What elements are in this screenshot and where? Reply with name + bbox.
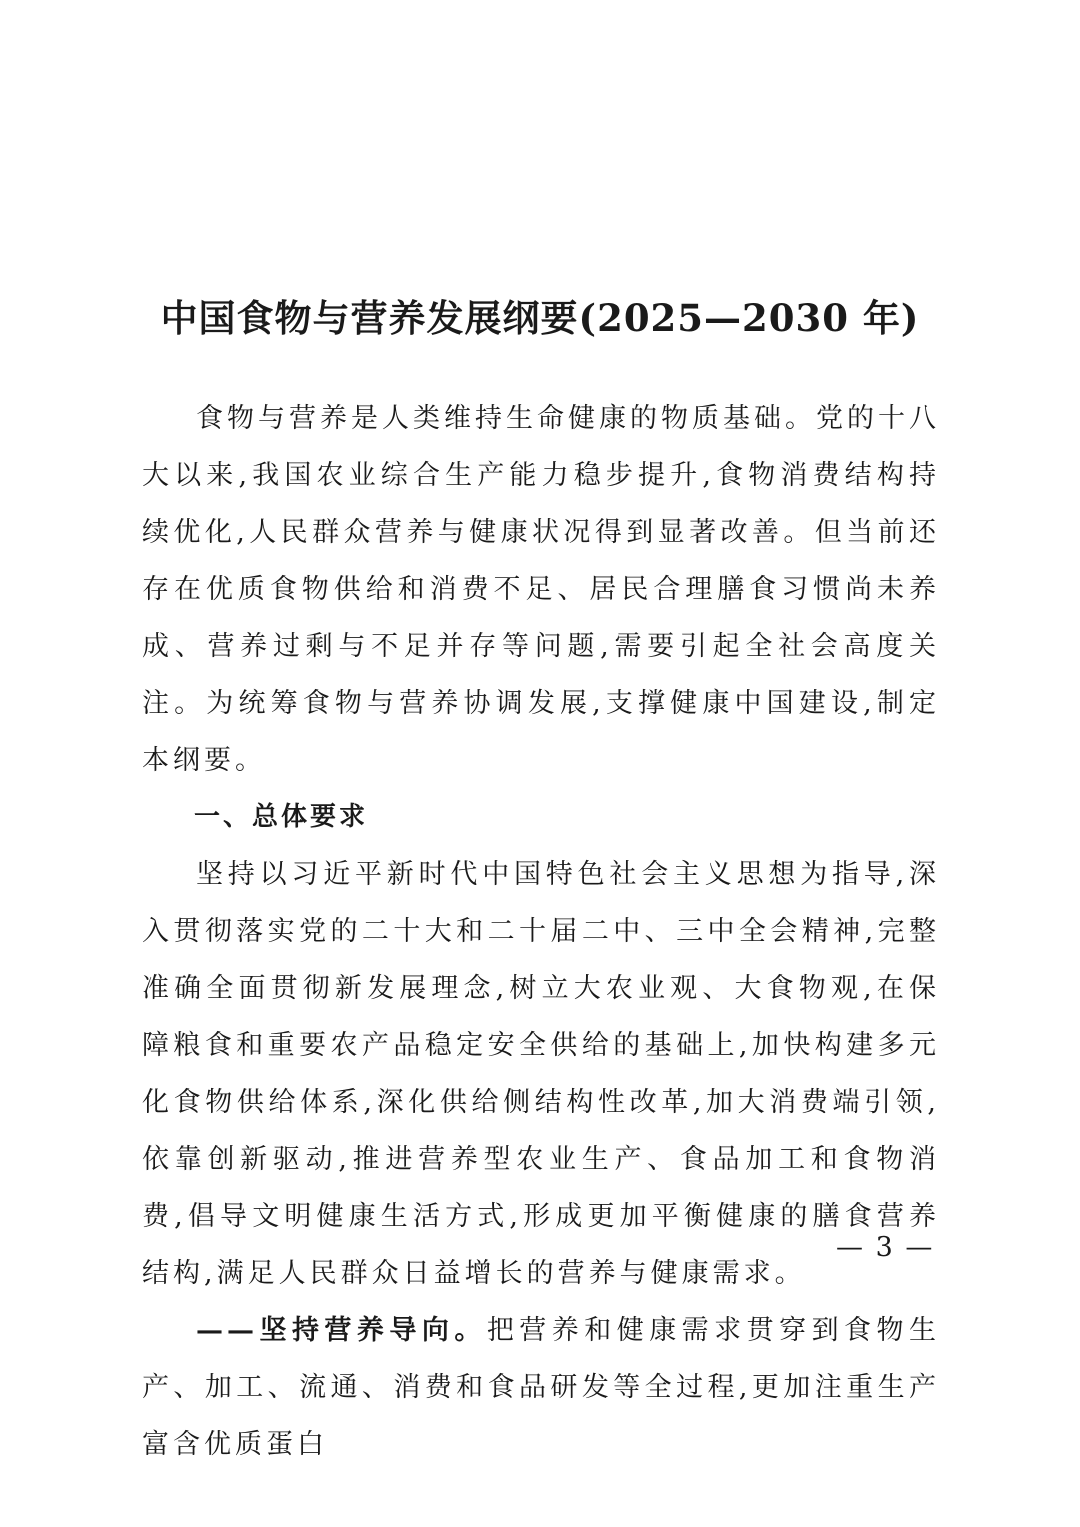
- principle-lead: ——坚持营养导向。: [196, 1315, 487, 1346]
- page-number: — 3 —: [836, 1232, 935, 1263]
- section-heading: 一、总体要求: [194, 802, 369, 832]
- section-paragraph: 坚持以习近平新时代中国特色社会主义思想为指导,深入贯彻落实党的二十大和二十届二中、三中全会精神,完整准确全面贯彻新发展理念,树立大农业观、大食物观,在保障粮食和重要农产品稳定安全供给的基础上,加快构建多元化食物供给体系,深化供给侧结构性改革,加大消费端引领,依靠创新驱动,推进营养型农业生产、食品加工和食物消费,倡导文明健康生活方式,形成更加平衡健康的膳食营养结构,满足人民群众日益增长的营养与健康需求。: [142, 859, 940, 1289]
- document-body: [142, 390, 940, 1473]
- principle-paragraph: [142, 1302, 940, 1473]
- intro-paragraph: 食物与营养是人类维持生命健康的物质基础。党的十八大以来,我国农业综合生产能力稳步提升,食物消费结构持续优化,人民群众营养与健康状况得到显著改善。但当前还存在优质食物供给和消费不足、居民合理膳食习惯尚未养成、营养过剩与不足并存等问题,需要引起全社会高度关注。为统筹食物与营养协调发展,支撑健康中国建设,制定本纲要。: [142, 403, 940, 776]
- principle-text: 把营养和健康需求贯穿到食物生产、加工、流通、消费和食品研发等全过程,更加注重生产富含优质蛋白: [142, 1315, 941, 1460]
- document-title: 中国食物与营养发展纲要(2025—2030 年): [160, 296, 920, 340]
